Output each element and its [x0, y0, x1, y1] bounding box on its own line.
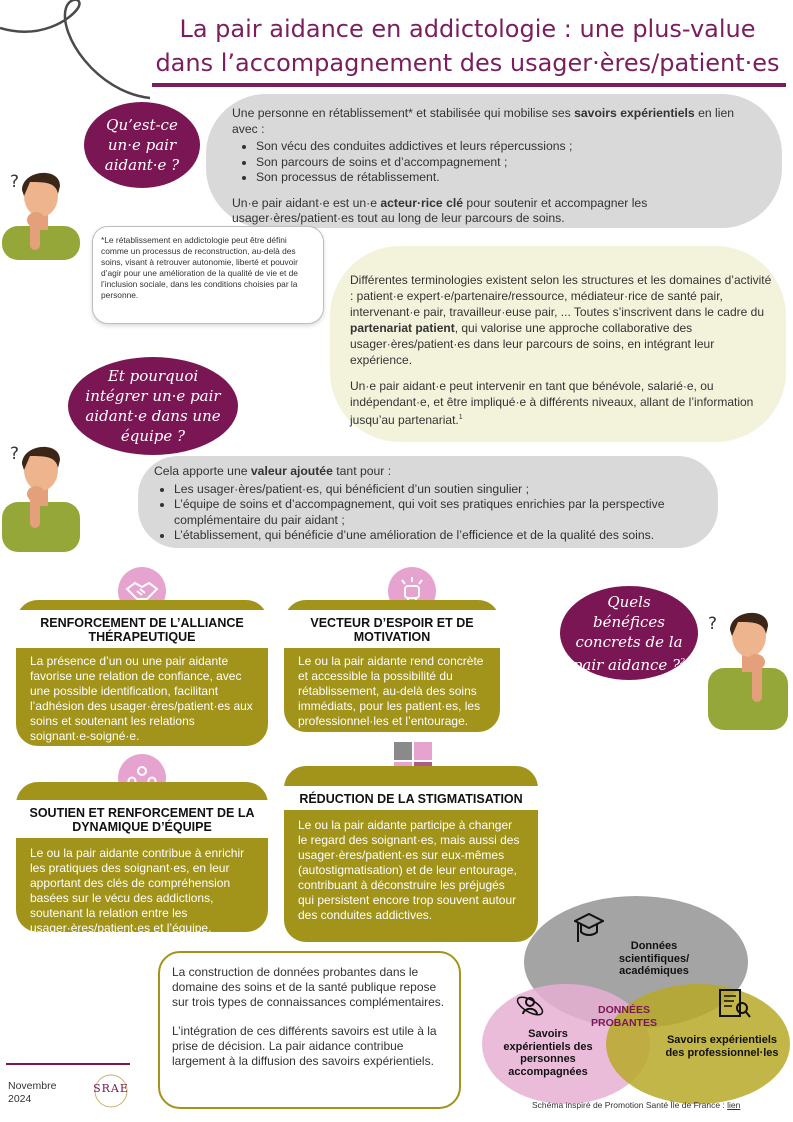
- question-mark-icon: ?: [10, 172, 20, 192]
- list-item: • Son processus de rétablissement.: [256, 170, 762, 186]
- graduation-cap-icon: [574, 912, 604, 951]
- definition-list: [256, 139, 762, 186]
- question-bubble-benefits: Quels bénéfices concrets de la pair aidance ?$^2$: [560, 586, 698, 680]
- footnote-box: *Le rétablissement en addictologie peut être défini comme un processus de reconstruction, au-delà des soins, visant à retrouver autonomie, liberté et pouvoir d’agir pour une amélioration de la qualité de vie et de l’inclusion sociale, dans les conditions choisies par la personne.: [92, 226, 324, 324]
- benefit-card-hope: [284, 600, 500, 732]
- document-search-icon: [718, 988, 752, 1025]
- venn-label-patients: Savoirs expérientiels des personnes accompagnées: [503, 1028, 593, 1078]
- source-credit: Schéma inspiré de Promotion Santé Île de France : lien: [532, 1100, 741, 1110]
- question-bubble-what: Qu’est-ce un·e pair aidant·e ?: [84, 102, 200, 188]
- added-value-cloud: Cela apporte une valeur ajoutée tant pour : • Les usager·ères/patient·es, qui bénéficient d’un soutien singulier ; • L’équipe de soins et d’accompagnement, qui voit ses pratiques enrichies par la perspective complémentaire du pair aidant ; • L’établissement, qui bénéficie d’une amélioration de l’efficience et de la qualité des soins.: [138, 456, 718, 548]
- card-text: La présence d’un ou une pair aidante favorise une relation de confiance, avec une possible identification, facilitant l’adhésion des usager·ères/patient·es aux soins et soutenant les relations soignant·e-soigné·e.: [30, 654, 253, 743]
- list-item: • Les usager·ères/patient·es, qui bénéficient d’un soutien singulier ;: [174, 482, 700, 498]
- list-item: • Son vécu des conduites addictives et leurs répercussions ;: [256, 139, 762, 155]
- card-text: Le ou la pair aidante participe à changer le regard des soignant·es, mais aussi des usager·ères/patient·es sur eux-mêmes (autostigmatisation) et de leur entourage, contribuant à déconstruire les préjugés qui persistent encore trop souvent autour des conduites addictives.: [298, 818, 520, 922]
- venn-label-professionals: Savoirs expérientiels des professionnel·les: [665, 1034, 779, 1059]
- card-text: Le ou la pair aidante contribue à enrichir les pratiques des soignant·es, en leur apportant des clés de compréhension basées sur le vécu des addictions, soutenant la relation entre les usager·ères/patient·es et l’équipe.: [30, 846, 245, 935]
- srae-logo: SRAE: [92, 1072, 130, 1110]
- card-title: RENFORCEMENT DE L’ALLIANCE THÉRAPEUTIQUE: [16, 610, 268, 648]
- thinking-person-icon: [706, 602, 790, 742]
- list-item: • L’équipe de soins et d’accompagnement, qui voit ses pratiques enrichies par la perspective complémentaire du pair aidant ;: [174, 497, 700, 528]
- question-mark-icon: ?: [10, 444, 20, 464]
- publication-date: Novembre 2024: [8, 1080, 57, 1105]
- thinking-person-icon: [0, 160, 82, 260]
- card-title: RÉDUCTION DE LA STIGMATISATION: [284, 786, 538, 810]
- benefit-card-alliance: [16, 600, 268, 746]
- footer-divider: [6, 1063, 130, 1065]
- list-item: • L’établissement, qui bénéficie d’une amélioration de l’efficience et de la qualité des soins.: [174, 528, 700, 544]
- evidence-box: La construction de données probantes dans le domaine des soins et de la santé publique repose sur trois types de connaissances complémentaires. L’intégration de ces différents savoirs est utile à la prise de décision. La pair aidance contribue largement à la diffusion des savoirs expérientiels.: [158, 951, 461, 1109]
- question-bubble-why: Et pourquoi intégrer un·e pair aidant·e dans une équipe ?: [68, 357, 238, 455]
- definition-cloud: Une personne en rétablissement* et stabilisée qui mobilise ses savoirs expérientiels en lien avec : • Son vécu des conduites addictives et leurs répercussions ; • Son parcours de soins et d’accompagnement ; • Son processus de rétablissement. Un·e pair aidant·e est un·e acteur·rice clé pour soutenir et accompagner les usager·ères/patient·es tout au long de leur parcours de soins.: [206, 94, 782, 228]
- thinking-person-icon: [0, 432, 82, 552]
- question-mark-icon: ?: [708, 614, 718, 634]
- page-title: La pair aidance en addictologie : une plus-value dans l’accompagnement des usager·ères/patient·es: [155, 15, 780, 77]
- venn-label-academic: Données scientifiques/ académiques: [618, 940, 690, 977]
- benefit-card-team: [16, 782, 268, 935]
- person-atom-icon: [514, 990, 546, 1027]
- card-title: SOUTIEN ET RENFORCEMENT DE LA DYNAMIQUE D’ÉQUIPE: [16, 800, 268, 838]
- title-underline: [152, 83, 786, 87]
- source-link[interactable]: lien: [727, 1100, 741, 1110]
- list-item: • Son parcours de soins et d’accompagnement ;: [256, 155, 762, 171]
- venn-label-evidence: DONNÉES PROBANTES: [591, 1004, 657, 1029]
- terminology-cloud: Différentes terminologies existent selon les structures et les domaines d’activité : patient·e expert·e/partenaire/ressource, médiateur·rice de santé pair, intervenant·e pair, travailleur·euse pair, ... Toutes s’inscrivent dans le cadre du partenariat patient, qui valorise une approche collaborative des usager·ères/patient·es dans leur parcours de soins, en intégrant leur expérience. Un·e pair aidant·e peut intervenir en tant que bénévole, salarié·e, ou indépendant·e, et être impliqué·e à différents niveaux, allant de l’information jusqu’au partenariat.$^1$: [330, 246, 786, 442]
- card-text: Le ou la pair aidante rend concrète et accessible la possibilité du rétablissement, au-delà des soins immédiats, pour les patient·es, les professionnel·les et l’entourage.: [298, 654, 484, 728]
- added-value-list: [174, 482, 700, 544]
- card-title: VECTEUR D’ESPOIR ET DE MOTIVATION: [284, 610, 500, 648]
